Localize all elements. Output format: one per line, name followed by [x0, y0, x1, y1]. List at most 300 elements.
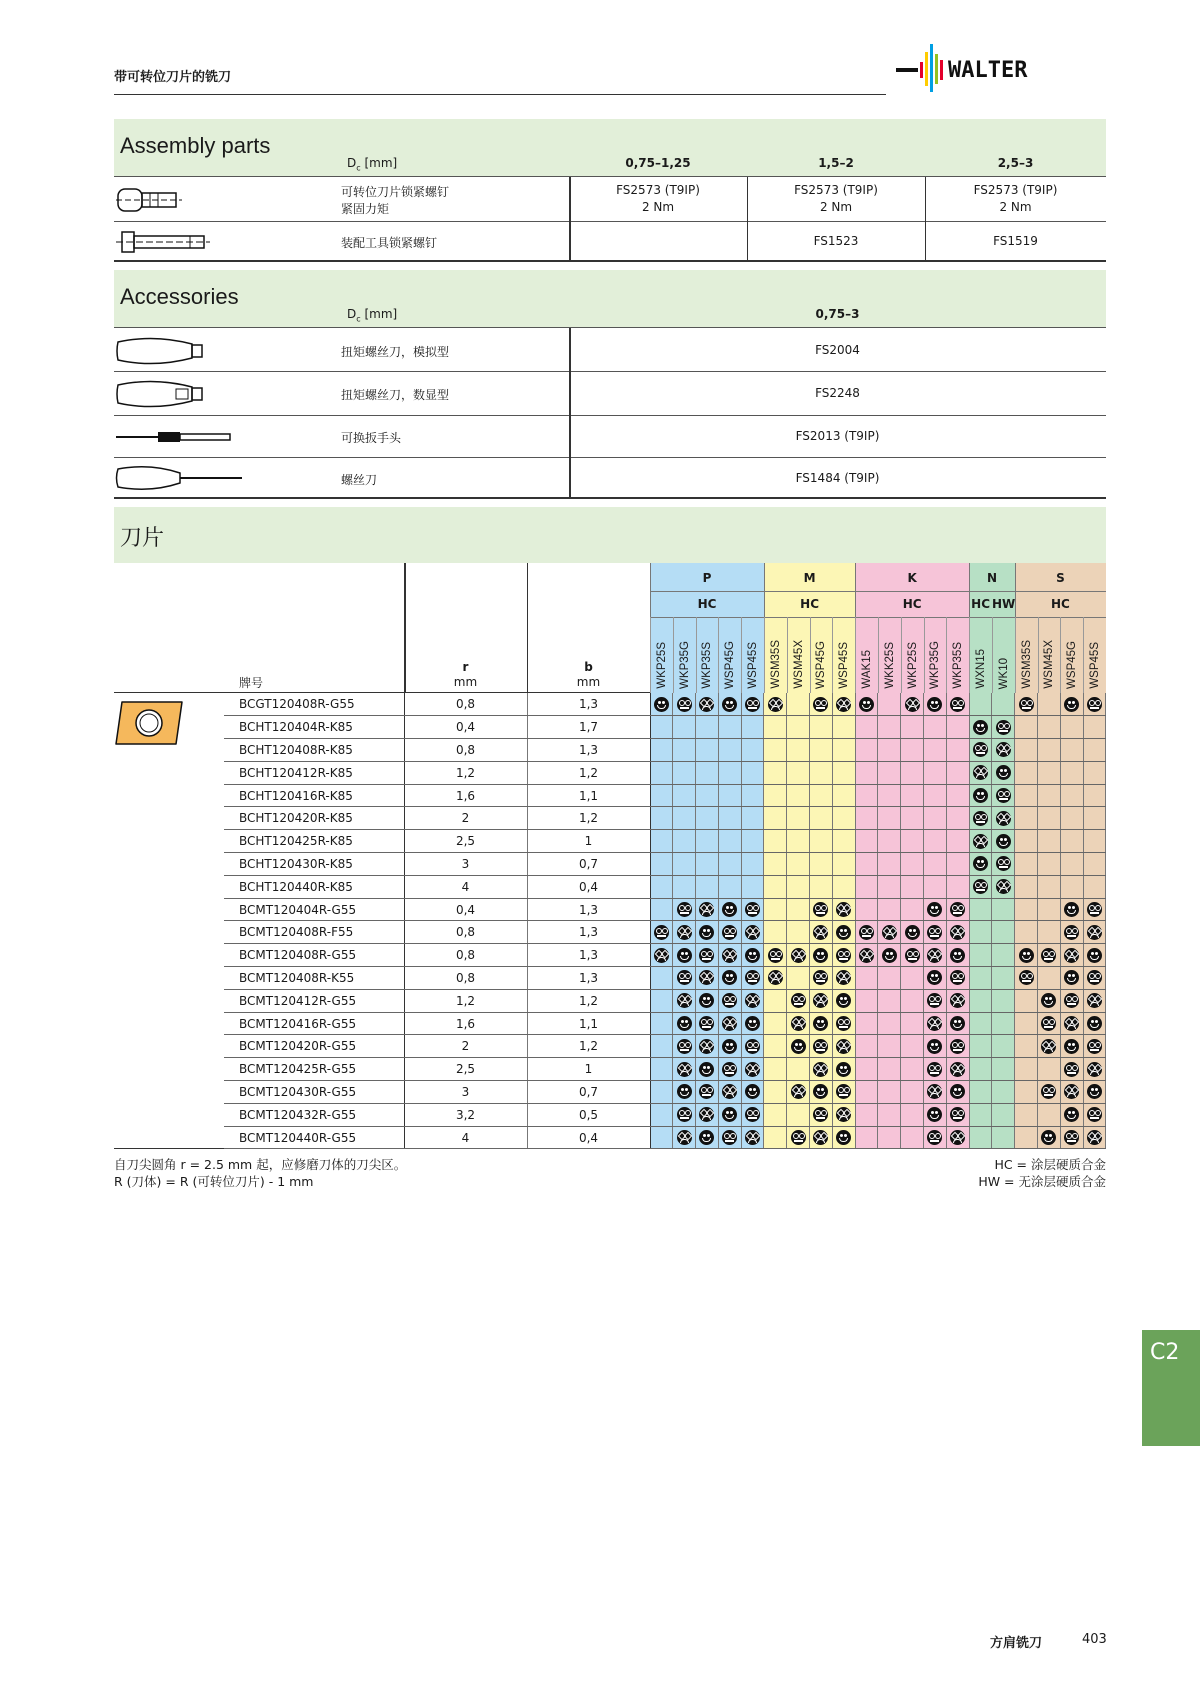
suitability-cell [855, 784, 878, 807]
table-row[interactable] [114, 1035, 1106, 1058]
grade-wsp45g: WSP45G [810, 617, 833, 693]
suitability-cell [969, 739, 992, 762]
accessory-value: FS2248 [815, 386, 860, 400]
suitability-icon [927, 902, 942, 917]
footnote-right-1: HC = 涂层硬质合金 [994, 1157, 1106, 1172]
suitability-cell [650, 761, 673, 784]
torque-screwdriver-digital-icon [114, 377, 206, 411]
suitability-cell [650, 784, 673, 807]
suitability-cell [810, 875, 833, 898]
accessory-value: FS2004 [815, 343, 860, 357]
suitability-icon [1087, 970, 1102, 985]
suitability-cell [696, 1081, 719, 1104]
suitability-cell [1038, 693, 1061, 716]
suitability-cell [992, 1058, 1015, 1081]
suitability-icon [677, 1107, 692, 1122]
suitability-icon [1087, 697, 1102, 712]
accessories-col: 0,75–3 [815, 307, 860, 321]
suitability-cell [810, 761, 833, 784]
suitability-cell [855, 853, 878, 876]
table-row[interactable] [114, 693, 1106, 716]
suitability-cell [787, 1126, 810, 1149]
suitability-cell [992, 1012, 1015, 1035]
assembly-value: FS2573 (T9IP) [973, 183, 1058, 197]
suitability-cell [1015, 739, 1038, 762]
assembly-value: FS2573 (T9IP) [794, 183, 878, 197]
insert-code: BCMT120432R-G55 [224, 1103, 404, 1126]
col-b-unit: mm [576, 675, 601, 689]
accessory-row [114, 416, 1106, 458]
suitability-cell [673, 739, 696, 762]
suitability-icon [677, 925, 692, 940]
suitability-cell [1083, 807, 1106, 830]
suitability-cell [650, 967, 673, 990]
suitability-icon [973, 834, 988, 849]
suitability-icon [882, 925, 897, 940]
suitability-cell [696, 1058, 719, 1081]
table-row[interactable] [114, 967, 1106, 990]
suitability-cell [673, 1081, 696, 1104]
suitability-cell [832, 830, 855, 853]
grade-wsp45g: WSP45G [718, 617, 741, 693]
suitability-icon [745, 993, 760, 1008]
footnote-left-1: 自刀尖圆角 r = 2.5 mm 起，应修磨刀体的刀尖区。 [114, 1157, 407, 1172]
suitability-icon [836, 902, 851, 917]
suitability-cell [992, 830, 1015, 853]
suitability-cell [992, 1035, 1015, 1058]
suitability-cell [1060, 1012, 1083, 1035]
suitability-cell [673, 1103, 696, 1126]
table-row[interactable] [114, 875, 1106, 898]
table-row[interactable] [114, 1126, 1106, 1149]
suitability-cell [1015, 944, 1038, 967]
accessory-value: FS1484 (T9IP) [795, 471, 880, 485]
suitability-icon [768, 970, 783, 985]
suitability-cell [741, 875, 764, 898]
suitability-cell [1083, 989, 1106, 1012]
header-rule [114, 94, 886, 95]
suitability-cell [969, 1081, 992, 1104]
suitability-cell [810, 807, 833, 830]
suitability-cell [1038, 830, 1061, 853]
suitability-cell [718, 807, 741, 830]
suitability-icon [791, 948, 806, 963]
suitability-cell [741, 898, 764, 921]
insert-code: BCMT120416R-G55 [224, 1012, 404, 1035]
suitability-cell [901, 807, 924, 830]
suitability-cell [855, 1035, 878, 1058]
accessory-row [114, 372, 1106, 416]
suitability-cell [992, 807, 1015, 830]
suitability-cell [1060, 853, 1083, 876]
suitability-cell [787, 1103, 810, 1126]
suitability-cell [878, 761, 901, 784]
suitability-cell [946, 739, 969, 762]
grade-wkp35g: WKP35G [673, 617, 696, 693]
assembly-value: FS1519 [993, 234, 1038, 248]
suitability-cell [1038, 921, 1061, 944]
suitability-cell [650, 875, 673, 898]
suitability-cell [878, 875, 901, 898]
page-number: 403 [1082, 1632, 1107, 1647]
suitability-cell [901, 967, 924, 990]
suitability-cell [969, 693, 992, 716]
assembly-parts-section [114, 119, 1106, 262]
suitability-cell [1083, 1081, 1106, 1104]
suitability-cell [1083, 1035, 1106, 1058]
suitability-cell [696, 921, 719, 944]
material-group-k: K [907, 571, 917, 585]
suitability-cell [901, 1081, 924, 1104]
suitability-icon [745, 1062, 760, 1077]
suitability-cell [1083, 1058, 1106, 1081]
assembly-screw-icon [116, 228, 210, 256]
assembly-value: 2 Nm [999, 200, 1032, 214]
suitability-cell [946, 944, 969, 967]
suitability-cell [832, 716, 855, 739]
suitability-cell [969, 784, 992, 807]
suitability-cell [855, 1012, 878, 1035]
suitability-icon [836, 925, 851, 940]
suitability-cell [673, 1126, 696, 1149]
suitability-icon [1064, 925, 1079, 940]
suitability-icon [1064, 1039, 1079, 1054]
suitability-cell [1083, 693, 1106, 716]
suitability-cell [1083, 898, 1106, 921]
suitability-icon [927, 1107, 942, 1122]
col-b: b [584, 660, 593, 674]
suitability-cell [764, 853, 787, 876]
table-row[interactable] [114, 1081, 1106, 1104]
suitability-cell [924, 898, 947, 921]
suitability-icon [1087, 1062, 1102, 1077]
suitability-icon [722, 948, 737, 963]
insert-r: 0,8 [404, 739, 527, 762]
suitability-cell [855, 739, 878, 762]
insert-r: 2,5 [404, 1058, 527, 1081]
suitability-cell [741, 1081, 764, 1104]
suitability-cell [924, 989, 947, 1012]
suitability-cell [696, 693, 719, 716]
table-row[interactable] [114, 921, 1106, 944]
suitability-cell [878, 784, 901, 807]
suitability-cell [673, 989, 696, 1012]
insert-b: 1,2 [527, 761, 650, 784]
insert-r: 3 [404, 853, 527, 876]
suitability-cell [1060, 921, 1083, 944]
suitability-icon [791, 1016, 806, 1031]
suitability-cell [832, 807, 855, 830]
suitability-cell [764, 1035, 787, 1058]
table-row[interactable] [114, 807, 1106, 830]
suitability-cell [718, 898, 741, 921]
suitability-cell [696, 1103, 719, 1126]
table-row[interactable] [114, 944, 1106, 967]
suitability-icon [950, 902, 965, 917]
suitability-icon [677, 697, 692, 712]
suitability-icon [950, 948, 965, 963]
suitability-cell [718, 1081, 741, 1104]
suitability-cell [901, 898, 924, 921]
suitability-cell [764, 944, 787, 967]
suitability-icon [927, 1016, 942, 1031]
suitability-cell [832, 1081, 855, 1104]
suitability-cell [832, 1126, 855, 1149]
insert-code: BCHT120430R-K85 [224, 853, 404, 876]
suitability-cell [1038, 989, 1061, 1012]
suitability-icon [699, 1107, 714, 1122]
suitability-cell [901, 1035, 924, 1058]
suitability-icon [973, 720, 988, 735]
suitability-cell [650, 1081, 673, 1104]
insert-b: 0,7 [527, 853, 650, 876]
suitability-icon [722, 902, 737, 917]
suitability-icon [813, 948, 828, 963]
suitability-cell [650, 898, 673, 921]
suitability-cell [992, 1126, 1015, 1149]
suitability-cell [1038, 1126, 1061, 1149]
suitability-cell [1038, 1058, 1061, 1081]
insert-b: 0,7 [527, 1081, 650, 1104]
grade-wkp35s: WKP35S [946, 617, 969, 693]
suitability-icon [1064, 1130, 1079, 1145]
suitability-icon [791, 993, 806, 1008]
table-row[interactable] [114, 1058, 1106, 1081]
suitability-icon [745, 902, 760, 917]
suitability-cell [1083, 1103, 1106, 1126]
footnote-left-2: R (刀体) = R (可转位刀片) - 1 mm [114, 1174, 314, 1189]
suitability-cell [924, 1081, 947, 1104]
suitability-icon [927, 697, 942, 712]
suitability-cell [946, 989, 969, 1012]
grade-wsp45s: WSP45S [1083, 617, 1106, 693]
suitability-cell [650, 1012, 673, 1035]
suitability-cell [696, 1126, 719, 1149]
insert-r: 0,4 [404, 898, 527, 921]
clamping-screw-label: 可转位刀片锁紧螺钉 [341, 185, 450, 199]
suitability-cell [878, 898, 901, 921]
suitability-cell [764, 1103, 787, 1126]
suitability-cell [741, 1058, 764, 1081]
material-group-m: M [803, 571, 816, 585]
suitability-cell [969, 898, 992, 921]
suitability-cell [1060, 944, 1083, 967]
suitability-cell [992, 898, 1015, 921]
suitability-cell [718, 967, 741, 990]
suitability-icon [745, 1084, 760, 1099]
suitability-icon [1064, 1016, 1079, 1031]
grade-wxn15: WXN15 [969, 617, 992, 693]
insert-code: BCHT120408R-K85 [224, 739, 404, 762]
suitability-cell [764, 693, 787, 716]
suitability-icon [699, 993, 714, 1008]
suitability-cell [741, 716, 764, 739]
suitability-cell [650, 989, 673, 1012]
suitability-cell [1015, 898, 1038, 921]
suitability-icon [677, 970, 692, 985]
suitability-cell [1015, 1058, 1038, 1081]
suitability-icon [1064, 1084, 1079, 1099]
suitability-cell [832, 853, 855, 876]
accessories-section [114, 270, 1106, 499]
suitability-cell [924, 830, 947, 853]
suitability-cell [787, 1081, 810, 1104]
assembly-row [114, 222, 1106, 262]
suitability-icon [722, 1062, 737, 1077]
suitability-cell [673, 1012, 696, 1035]
suitability-icon [722, 1039, 737, 1054]
suitability-cell [696, 830, 719, 853]
suitability-cell [1060, 1103, 1083, 1126]
table-row[interactable] [114, 739, 1106, 762]
suitability-cell [969, 967, 992, 990]
suitability-cell [1060, 1035, 1083, 1058]
suitability-cell [810, 716, 833, 739]
suitability-cell [764, 967, 787, 990]
accessory-row [114, 458, 1106, 499]
suitability-cell [741, 921, 764, 944]
suitability-cell [764, 1126, 787, 1149]
dc-label: $D_c$ [mm] [347, 156, 398, 173]
insert-b: 1 [527, 1058, 650, 1081]
insert-table-header [114, 563, 1106, 693]
suitability-cell [787, 784, 810, 807]
suitability-cell [878, 1035, 901, 1058]
table-row[interactable] [114, 898, 1106, 921]
suitability-cell [1060, 1126, 1083, 1149]
suitability-cell [901, 1058, 924, 1081]
col-r: r [462, 660, 469, 674]
chapter-tab[interactable]: C2 [1142, 1330, 1200, 1446]
suitability-cell [810, 693, 833, 716]
grade-wsm45x: WSM45X [787, 617, 810, 693]
suitability-cell [1015, 853, 1038, 876]
suitability-cell [741, 807, 764, 830]
suitability-icon [1041, 1084, 1056, 1099]
footnote-right-2: HW = 无涂层硬质合金 [978, 1174, 1106, 1189]
material-group-s: S [1056, 571, 1065, 585]
suitability-cell [969, 921, 992, 944]
insert-r: 0,8 [404, 921, 527, 944]
table-row[interactable] [114, 830, 1106, 853]
suitability-icon [745, 697, 760, 712]
suitability-cell [1083, 853, 1106, 876]
suitability-icon [1019, 970, 1034, 985]
suitability-cell [764, 1081, 787, 1104]
suitability-cell [787, 944, 810, 967]
grade-wsm45x: WSM45X [1038, 617, 1061, 693]
suitability-cell [969, 761, 992, 784]
suitability-cell [832, 921, 855, 944]
insert-b: 0,5 [527, 1103, 650, 1126]
coating-label: HW [992, 597, 1016, 611]
suitability-icon [677, 902, 692, 917]
suitability-icon [950, 1107, 965, 1122]
grade-wk10: WK10 [992, 617, 1015, 693]
suitability-cell [741, 1012, 764, 1035]
suitability-cell [673, 853, 696, 876]
suitability-icon [996, 811, 1011, 826]
suitability-cell [1015, 1126, 1038, 1149]
suitability-icon [813, 1130, 828, 1145]
suitability-icon [836, 993, 851, 1008]
assembly-col-2: 1,5–2 [818, 156, 854, 170]
accessory-value: FS2013 (T9IP) [795, 429, 880, 443]
suitability-icon [836, 1039, 851, 1054]
suitability-cell [696, 1012, 719, 1035]
table-row[interactable] [114, 1103, 1106, 1126]
suitability-cell [650, 716, 673, 739]
suitability-cell [901, 1126, 924, 1149]
suitability-cell [673, 1058, 696, 1081]
suitability-cell [810, 1012, 833, 1035]
suitability-cell [924, 1103, 947, 1126]
suitability-icon [996, 765, 1011, 780]
suitability-icon [1064, 970, 1079, 985]
insert-r: 0,4 [404, 716, 527, 739]
suitability-cell [1038, 853, 1061, 876]
assembly-col-3: 2,5–3 [997, 156, 1034, 170]
table-row[interactable] [114, 853, 1106, 876]
suitability-icon [1041, 993, 1056, 1008]
suitability-cell [924, 944, 947, 967]
suitability-icon [836, 1107, 851, 1122]
suitability-icon [677, 993, 692, 1008]
suitability-cell [901, 944, 924, 967]
suitability-cell [878, 989, 901, 1012]
suitability-cell [696, 784, 719, 807]
suitability-cell [764, 1058, 787, 1081]
suitability-icon [1064, 948, 1079, 963]
suitability-cell [1083, 761, 1106, 784]
material-group-p: P [702, 571, 712, 585]
insert-b: 0,4 [527, 875, 650, 898]
suitability-icon [654, 925, 669, 940]
suitability-icon [745, 1016, 760, 1031]
suitability-cell [1083, 784, 1106, 807]
suitability-cell [924, 739, 947, 762]
insert-b: 1,1 [527, 1012, 650, 1035]
suitability-cell [946, 761, 969, 784]
suitability-cell [810, 1081, 833, 1104]
suitability-cell [696, 761, 719, 784]
suitability-icon [699, 902, 714, 917]
insert-code: BCHT120425R-K85 [224, 830, 404, 853]
suitability-icon [791, 1130, 806, 1145]
grade-wsm35s: WSM35S [764, 617, 787, 693]
suitability-icon [1019, 697, 1034, 712]
table-row[interactable] [114, 1012, 1106, 1035]
suitability-cell [787, 761, 810, 784]
suitability-cell [741, 1035, 764, 1058]
suitability-cell [1060, 830, 1083, 853]
suitability-cell [992, 739, 1015, 762]
suitability-cell [1015, 716, 1038, 739]
suitability-cell [878, 739, 901, 762]
suitability-cell [946, 853, 969, 876]
suitability-icon [973, 788, 988, 803]
table-row[interactable] [114, 989, 1106, 1012]
suitability-cell [741, 1126, 764, 1149]
suitability-cell [1038, 1081, 1061, 1104]
table-row[interactable] [114, 761, 1106, 784]
suitability-icon [859, 697, 874, 712]
table-row[interactable] [114, 716, 1106, 739]
suitability-cell [764, 830, 787, 853]
coating-label: HC [1050, 597, 1070, 611]
suitability-icon [699, 1130, 714, 1145]
table-row[interactable] [114, 784, 1106, 807]
